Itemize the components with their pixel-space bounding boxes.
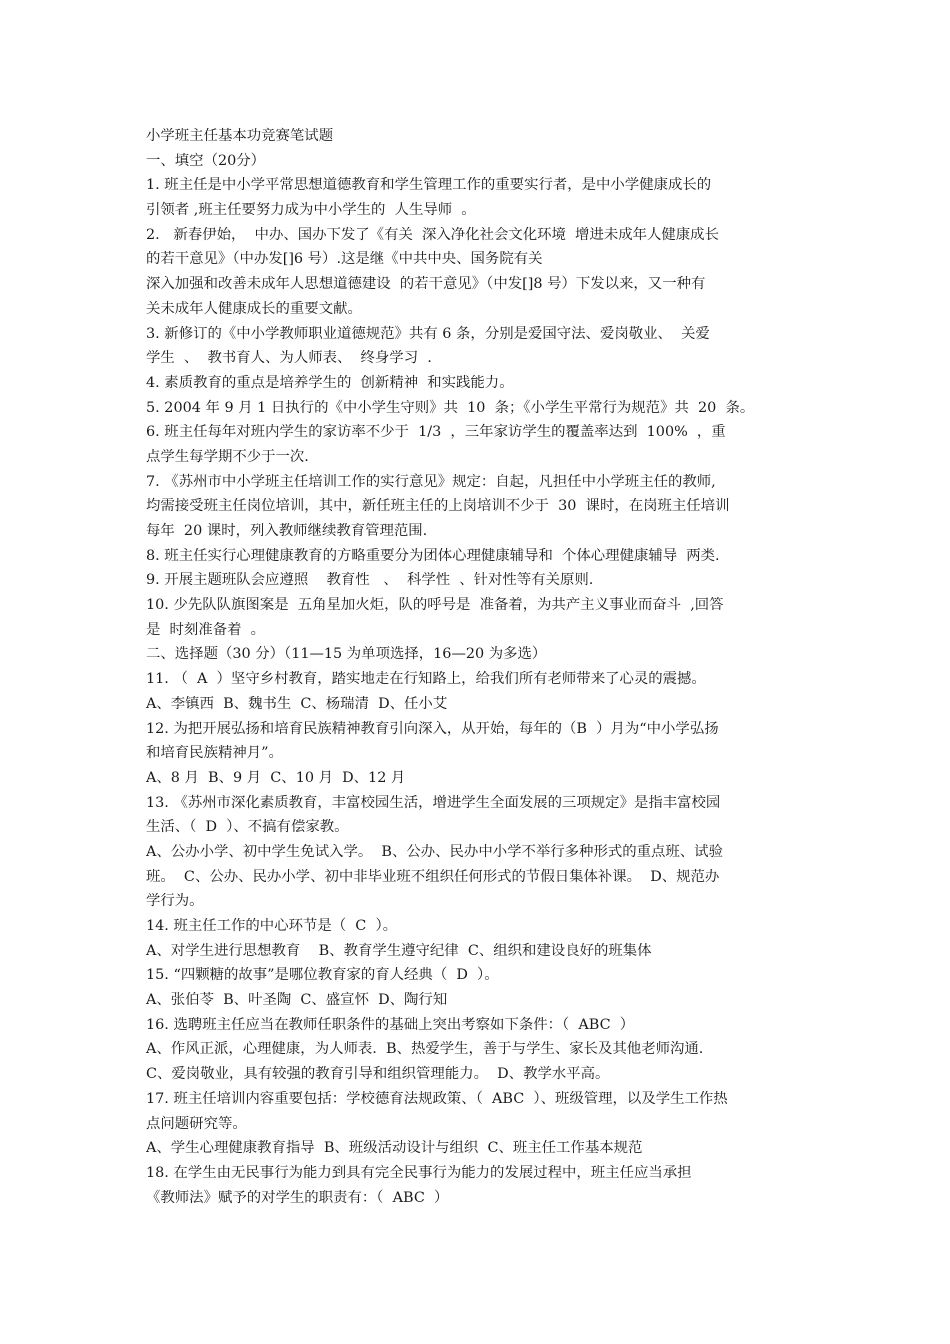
text-line: 均需接受班主任岗位培训，其中，新任班主任的上岗培训不少于 30 课时，在岗班主任培训 (146, 498, 730, 515)
text-line: 13. 《苏州市深化素质教育，丰富校园生活，增进学生全面发展的三项规定》是指丰富校园 (146, 794, 721, 811)
text-line: 1. 班主任是中小学平常思想道德教育和学生管理工作的重要实行者，是中小学健康成长的 (146, 177, 712, 194)
options-line: A、学生心理健康教育指导 B、班级活动设计与组织 C、班主任工作基本规范 (146, 1140, 643, 1157)
document-body (146, 124, 826, 1210)
options-line: A、李镇西 B、魏书生 C、杨瑞清 D、任小艾 (146, 695, 448, 712)
text-line: 是 时刻准备着 。 (146, 621, 266, 638)
text-line: 和培育民族精神月”。 (146, 745, 283, 762)
text-line: 点问题研究等。 (146, 1115, 247, 1132)
options-line: A、作风正派，心理健康，为人师表. B、热爱学生，善于与学生、家长及其他老师沟通. (146, 1041, 704, 1058)
text-line: 深入加强和改善未成年人思想道德建设 的若干意见》（中发[]8 号）下发以来，又一种有 (146, 276, 706, 293)
text-line: 点学生每学期不少于一次. (146, 448, 309, 465)
text-line: 4. 素质教育的重点是培养学生的 创新精神 和实践能力。 (146, 374, 514, 391)
text-line: 6. 班主任每年对班内学生的家访率不少于 1/3 ，三年家访学生的覆盖率达到 100% ，重 (146, 424, 726, 441)
options-line: A、8 月 B、9 月 C、10 月 D、12 月 (146, 769, 406, 786)
options-line: C、爱岗敬业，具有较强的教育引导和组织管理能力。 D、教学水平高。 (146, 1066, 610, 1083)
text-line: 《教师法》赋予的对学生的职责有：（ ABC ） (146, 1189, 449, 1206)
options-line: A、对学生进行思想教育 B、教育学生遵守纪律 C、组织和建设良好的班集体 (146, 942, 652, 959)
text-line: 12. 为把开展弘扬和培育民族精神教育引向深入，从开始，每年的（B ）月为“中小学弘扬 (146, 720, 719, 737)
text-line: 2. 新春伊始， 中办、国办下发了《有关 深入净化社会文化环境 增进未成年人健康成长 (146, 226, 719, 243)
text-line: 18. 在学生由无民事行为能力到具有完全民事行为能力的发展过程中，班主任应当承担 (146, 1164, 692, 1181)
section-heading-fill-blank: 一、填空（20分） (146, 152, 266, 169)
options-line: 学行为。 (146, 893, 204, 910)
options-line: 班。 C、公办、民办小学、初中非毕业班不组织任何形式的节假日集体补课。 D、规范办 (146, 868, 720, 885)
text-line: 16. 选聘班主任应当在教师任职条件的基础上突出考察如下条件：（ ABC ） (146, 1016, 635, 1033)
section-heading-multiple-choice: 二、选择题（30 分）（11—15 为单项选择，16—20 为多选） (146, 646, 547, 663)
text-line: 每年 20 课时，列入教师继续教育管理范围. (146, 523, 428, 539)
text-line: 生活、（ D ）、不搞有偿家教。 (146, 819, 349, 836)
text-line: 关未成年人健康成长的重要文献。 (146, 300, 362, 317)
text-line: 9. 开展主题班队会应遵照 教育性 、 科学性 、针对性等有关原则. (146, 572, 594, 589)
document-title: 小学班主任基本功竞赛笔试题 (146, 128, 334, 144)
text-line: 17. 班主任培训内容重要包括：学校德育法规政策、（ ABC ）、班级管理，以及学生工作热 (146, 1090, 728, 1107)
text-line: 5. 2004 年 9 月 1 日执行的《中小学生守则》共 10 条；《小学生平常行为规范》共 20 条。 (146, 399, 755, 416)
text-line: 14. 班主任工作的中心环节是（ C ）。 (146, 918, 398, 934)
text-line: 3. 新修订的《中小学教师职业道德规范》共有 6 条，分别是爱国守法、爱岗敬业、 关爱 (146, 325, 710, 342)
options-line: A、公办小学、初中学生免试入学。 B、公办、民办中小学不举行多种形式的重点班、试验 (146, 843, 723, 860)
options-line: A、张伯苓 B、叶圣陶 C、盛宣怀 D、陶行知 (146, 992, 448, 1009)
text-line: 10. 少先队队旗图案是 五角星加火炬，队的呼号是 准备着，为共产主义事业而奋斗 ,回答 (146, 597, 724, 614)
text-line: 15. “四颗糖的故事”是哪位教育家的育人经典（ D ）。 (146, 967, 499, 984)
text-line: 的若干意见》（中办发[]6 号）.这是继《中共中央、国务院有关 (146, 251, 543, 268)
text-line: 11. （ A ）坚守乡村教育，踏实地走在行知路上，给我们所有老师带来了心灵的震撼。 (146, 671, 706, 688)
text-line: 8. 班主任实行心理健康教育的方略重要分为团体心理健康辅导和 个体心理健康辅导 两类. (146, 547, 720, 564)
text-line: 引领者 ,班主任要努力成为中小学生的 人生导师 。 (146, 202, 476, 219)
text-line: 学生 、 教书育人、为人师表、 终身学习 . (146, 350, 432, 367)
text-line: 7. 《苏州市中小学班主任培训工作的实行意见》规定：自起，凡担任中小学班主任的教师, (146, 473, 716, 490)
